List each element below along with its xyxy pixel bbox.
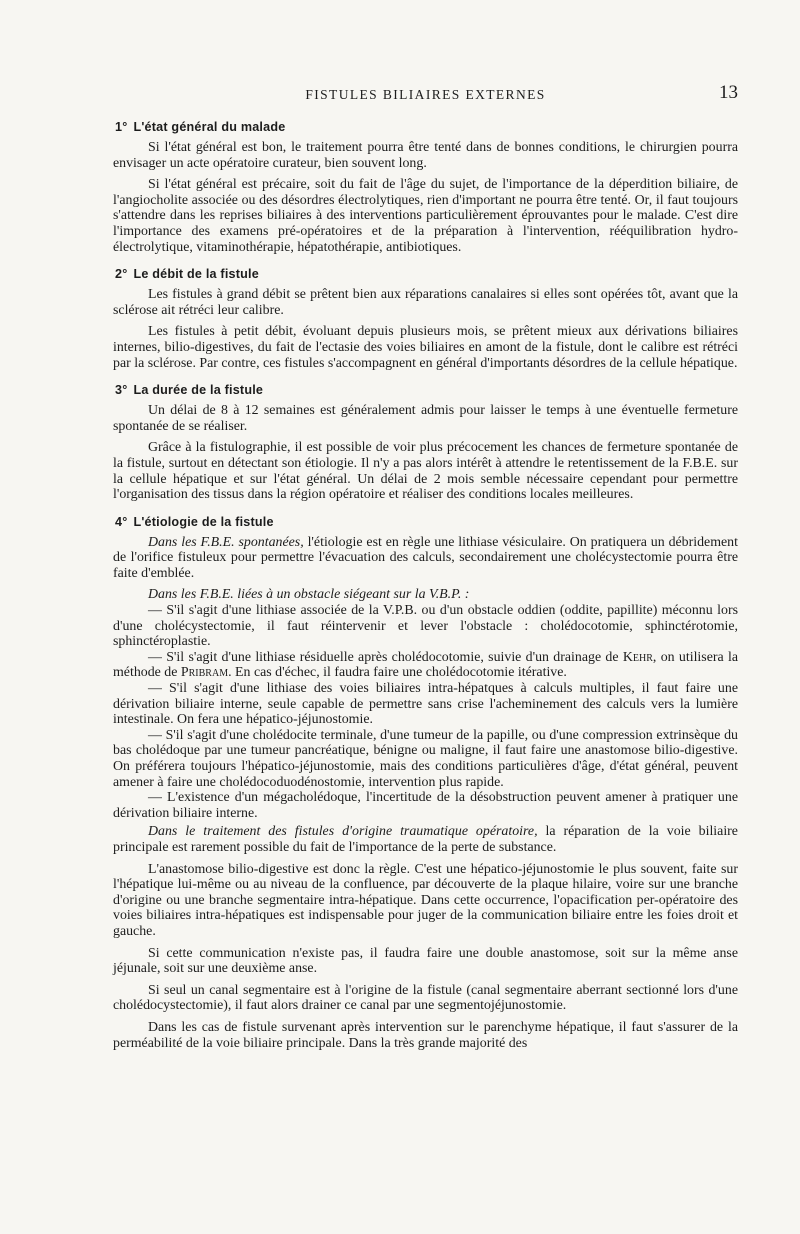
dash-item: — L'existence d'un mégacholédoque, l'incertitude de la désobstruction peuvent amener à pratiquer une dérivation biliaire interne. (113, 790, 738, 821)
paragraph (113, 535, 738, 582)
italic-lead: Dans le traitement des fistules d'origine traumatique opératoire, (148, 824, 538, 840)
section-number: 1° (115, 120, 128, 134)
dash-text: . En cas d'échec, il faudra faire une cholédocotomie itérative. (228, 665, 567, 681)
paragraph: Si l'état général est précaire, soit du fait de l'âge du sujet, de l'importance de la déperdition biliaire, de l'angiocholite associée ou des désordres électrolytiques, rien d'important ne pourra être tenté. Or, il faut toujours s'attendre dans les reprises biliaires à des interventions particulièrement éprouvantes pour le malade. C'est dire l'importance des examens pré-opératoires et de la préparation à l'intervention, rééquilibration hydro-électrolytique, vitaminothérapie, hépatothérapie, antibiotiques. (113, 177, 738, 255)
dash-text: , on utilisera la méthode de (113, 649, 738, 681)
section-title: Le débit de la fistule (133, 267, 259, 282)
section-number: 3° (115, 383, 128, 398)
section-number: 2° (115, 267, 128, 282)
dash-item (113, 650, 738, 681)
page (113, 82, 738, 1057)
paragraph: Les fistules à petit débit, évoluant depuis plusieurs mois, se prêtent mieux aux dérivations biliaires internes, bilio-digestives, du fait de l'ectasie des voies biliaires en amont de la fistule, dont le calibre est rétréci par la sclérose. Par contre, ces fistules s'accompagnent en général d'importants désordres de la cellule hépatique. (113, 324, 738, 371)
running-header (113, 82, 738, 108)
italic-lead: Dans les F.B.E. spontanées, (148, 534, 304, 550)
section-title: L'état général du malade (133, 120, 286, 134)
paragraph: L'anastomose bilio-digestive est donc la règle. C'est une hépatico-jéjunostomie le plus souvent, faite sur l'hépatique lui-même ou au niveau de la confluence, par découverte de la plaque hilaire, voire sur une branche d'origine ou une branche segmentaire intra-hépatique. Dans cette occurrence, l'opacification per-opératoire des voies biliaires intra-hépatiques est indispensable pour juger de la communication biliaire entre les foies droit et gauche. (113, 861, 738, 939)
paragraph-text: l'étiologie est en règle une lithiase vésiculaire. On pratiquera un débridement de l'orifice fistuleux pour permettre l'évacuation des calculs, secondairement une cholécystectomie pourra être faite d'emblée. (113, 534, 738, 581)
paragraph (113, 824, 738, 855)
section-title: L'étiologie de la fistule (133, 514, 274, 529)
paragraph: Les fistules à grand débit se prêtent bien aux réparations canalaires si elles sont opérées tôt, avant que la sclérose ait rétréci leur calibre. (113, 287, 738, 318)
section-heading-3 (115, 383, 738, 397)
section-heading-1 (115, 120, 738, 134)
paragraph-text: la réparation de la voie biliaire principale est rarement possible du fait de l'importance de la perte de substance. (113, 824, 738, 855)
section-heading-2 (115, 267, 738, 281)
dash-text: — S'il s'agit d'une lithiase résiduelle après cholédocotomie, suivie d'un drainage de (148, 649, 619, 665)
section-number: 4° (115, 514, 128, 529)
author-name: Kehr (622, 649, 653, 665)
paragraph: Dans les cas de fistule survenant après intervention sur le parenchyme hépatique, il faut s'assurer de la perméabilité de la voie biliaire principale. Dans la très grande majorité des (113, 1019, 738, 1051)
section-title: La durée de la fistule (133, 383, 264, 398)
dash-item: — S'il s'agit d'une lithiase associée de la V.P.B. ou d'un obstacle oddien (oddite, papillite) méconnu lors d'une cholécystectomie, il faut réintervenir et lever l'obstacle : cholédocotomie, sphinctérotomie, sphinctéroplastie. (113, 603, 738, 650)
section-heading-4 (115, 515, 738, 529)
paragraph: Grâce à la fistulographie, il est possible de voir plus précocement les chances de fermeture spontanée de la fistule, surtout en détectant son étiologie. Il n'y a pas alors intérêt à attendre le retentissement de la F.B.E. sur la cellule hépatique et sur l'état général. Un délai de 2 mois semble nécessaire cependant pour permettre l'organisation des tissus dans la région opératoire et réaliser des conditions locales meilleures. (113, 440, 738, 503)
running-title: FISTULES BILIAIRES EXTERNES (305, 87, 546, 102)
paragraph: Si l'état général est bon, le traitement pourra être tenté dans de bonnes conditions, le chirurgien pourra envisager un acte opératoire curateur, bien souvent long. (113, 140, 738, 171)
paragraph: Si seul un canal segmentaire est à l'origine de la fistule (canal segmentaire aberrant sectionné lors d'une cholédocystectomie), il faut alors drainer ce canal par une segmentojéjunostomie. (113, 982, 738, 1014)
author-name: Pribram (180, 665, 229, 681)
dash-item: — S'il s'agit d'une cholédocite terminale, d'une tumeur de la papille, ou d'une compression extrinsèque du bas cholédoque par une tumeur pancréatique, bénigne ou maligne, il faut faire une anastomose bilio-digestive. On préférera toujours l'hépatico-jéjunostomie, mais des conditions particulières d'âge, d'état général, peuvent amener à faire une cholédocoduodénostomie, intervention plus rapide. (113, 727, 738, 790)
paragraph (113, 587, 738, 603)
page-number: 13 (719, 82, 738, 103)
paragraph: Si cette communication n'existe pas, il faudra faire une double anastomose, soit sur la même anse jéjunale, soit sur une deuxième anse. (113, 945, 738, 977)
dash-item: — S'il s'agit d'une lithiase des voies biliaires intra-hépatques à calculs multiples, il faut faire une dérivation biliaire interne, seule capable de permettre sans crise l'acheminement des calculs vers la lumière intestinale. On fera une hépatico-jéjunostomie. (113, 681, 738, 728)
paragraph: Un délai de 8 à 12 semaines est généralement admis pour laisser le temps à une éventuelle fermeture spontanée de se réaliser. (113, 403, 738, 434)
italic-lead: Dans les F.B.E. liées à un obstacle siégeant sur la V.B.P. : (148, 587, 470, 603)
